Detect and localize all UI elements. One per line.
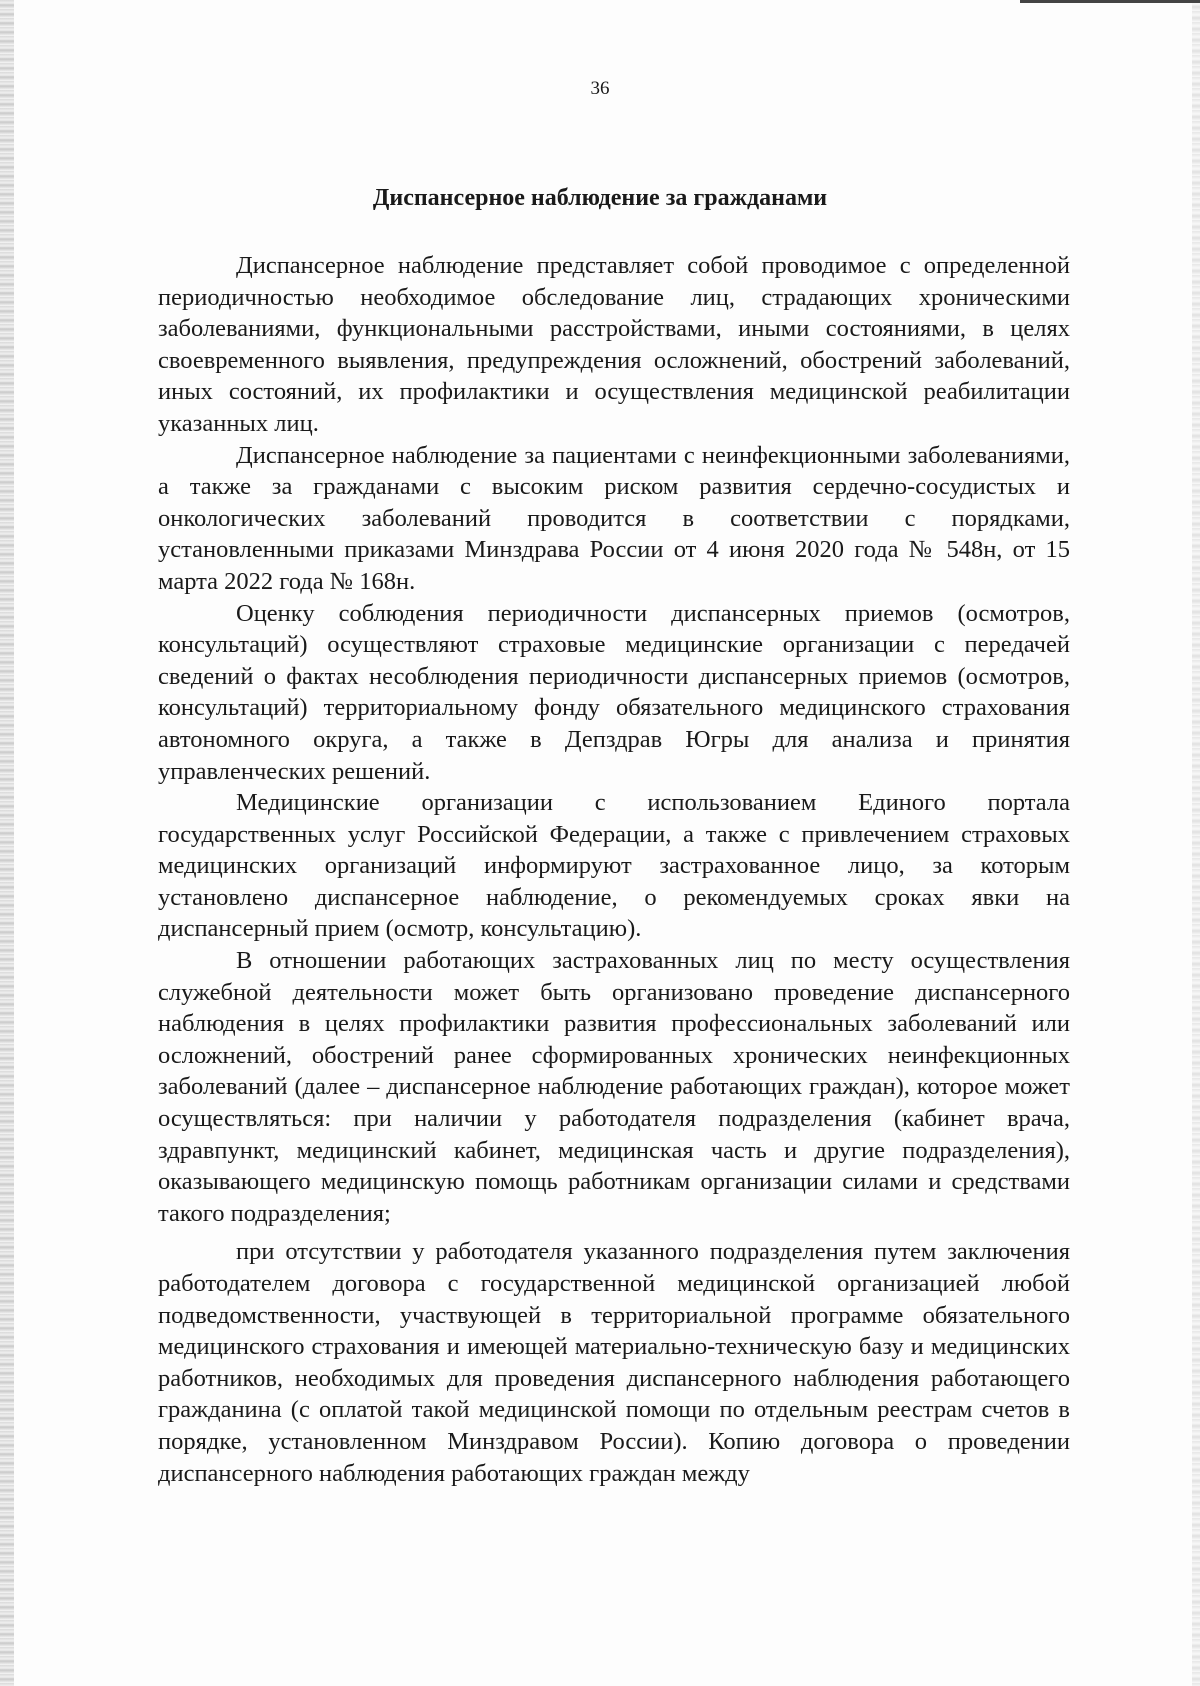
page-number: 36 <box>590 78 610 99</box>
paragraph-employer-contract: при отсутствии у работодателя указанного подразделения путем заключения работодателем договора с государственной медицинской организацией любой подведомственности, участвующей в территориальной программе обязательного медицинского страхования и имеющей материально-техническую базу и медицинских работников, необходимых для проведения диспансерного наблюдения работающего гражданина (с оплатой такой медицинской помощи по отдельным реестрам счетов в порядке, установленном Минздравом России). Копию договора о проведении диспансерного наблюдения работающих граждан между <box>158 1238 1070 1487</box>
section-title: Диспансерное наблюдение за гражданами <box>372 185 828 211</box>
scan-edge-left <box>0 0 14 1686</box>
scan-top-line <box>1020 0 1200 3</box>
paragraph-orders: Диспансерное наблюдение за пациентами с неинфекционными заболеваниями, а также за гражданами с высоким риском развития сердечно-сосудистых и онкологических заболеваний проводится в соответствии с порядками, установленными приказами Минздрава России от 4 июня 2020 года № 548н, от 15 марта 2022 года № 168н. <box>158 441 1070 595</box>
paragraph-informing: Медицинские организации с использованием Единого портала государственных услуг Российской Федерации, а также с привлечением страховых медицинских организаций информируют застрахованное лицо, за которым установлено диспансерное наблюдение, о рекомендуемых сроках явки на диспансерный прием (осмотр, консультацию). <box>158 789 1070 943</box>
document-body <box>158 250 1070 1489</box>
scan-edge-right <box>1192 0 1200 1686</box>
paragraph-periodicity: Оценку соблюдения периодичности диспансерных приемов (осмотров, консультаций) осуществляют страховые медицинские организации с передачей сведений о фактах несоблюдения периодичности диспансерных приемов (осмотров, консультаций) территориальному фонду обязательного медицинского страхования автономного округа, а также в Депздрав Югры для анализа и принятия управленческих решений. <box>158 599 1070 785</box>
paragraph-working-citizens: В отношении работающих застрахованных лиц по месту осуществления служебной деятельности может быть организовано проведение диспансерного наблюдения в целях профилактики развития профессиональных заболеваний или осложнений, обострений ранее сформированных хронических неинфекционных заболеваний (далее – диспансерное наблюдение работающих граждан), которое может осуществляться: при наличии у работодателя подразделения (кабинет врача, здравпункт, медицинский кабинет, медицинская часть и другие подразделения), оказывающего медицинскую помощь работникам организации силами и средствами такого подразделения; <box>158 947 1070 1227</box>
paragraph-definition: Диспансерное наблюдение представляет собой проводимое с определенной периодичностью необходимое обследование лиц, страдающих хроническими заболеваниями, функциональными расстройствами, иными состояниями, в целях своевременного выявления, предупреждения осложнений, обострений заболеваний, иных состояний, их профилактики и осуществления медицинской реабилитации указанных лиц. <box>158 252 1070 437</box>
